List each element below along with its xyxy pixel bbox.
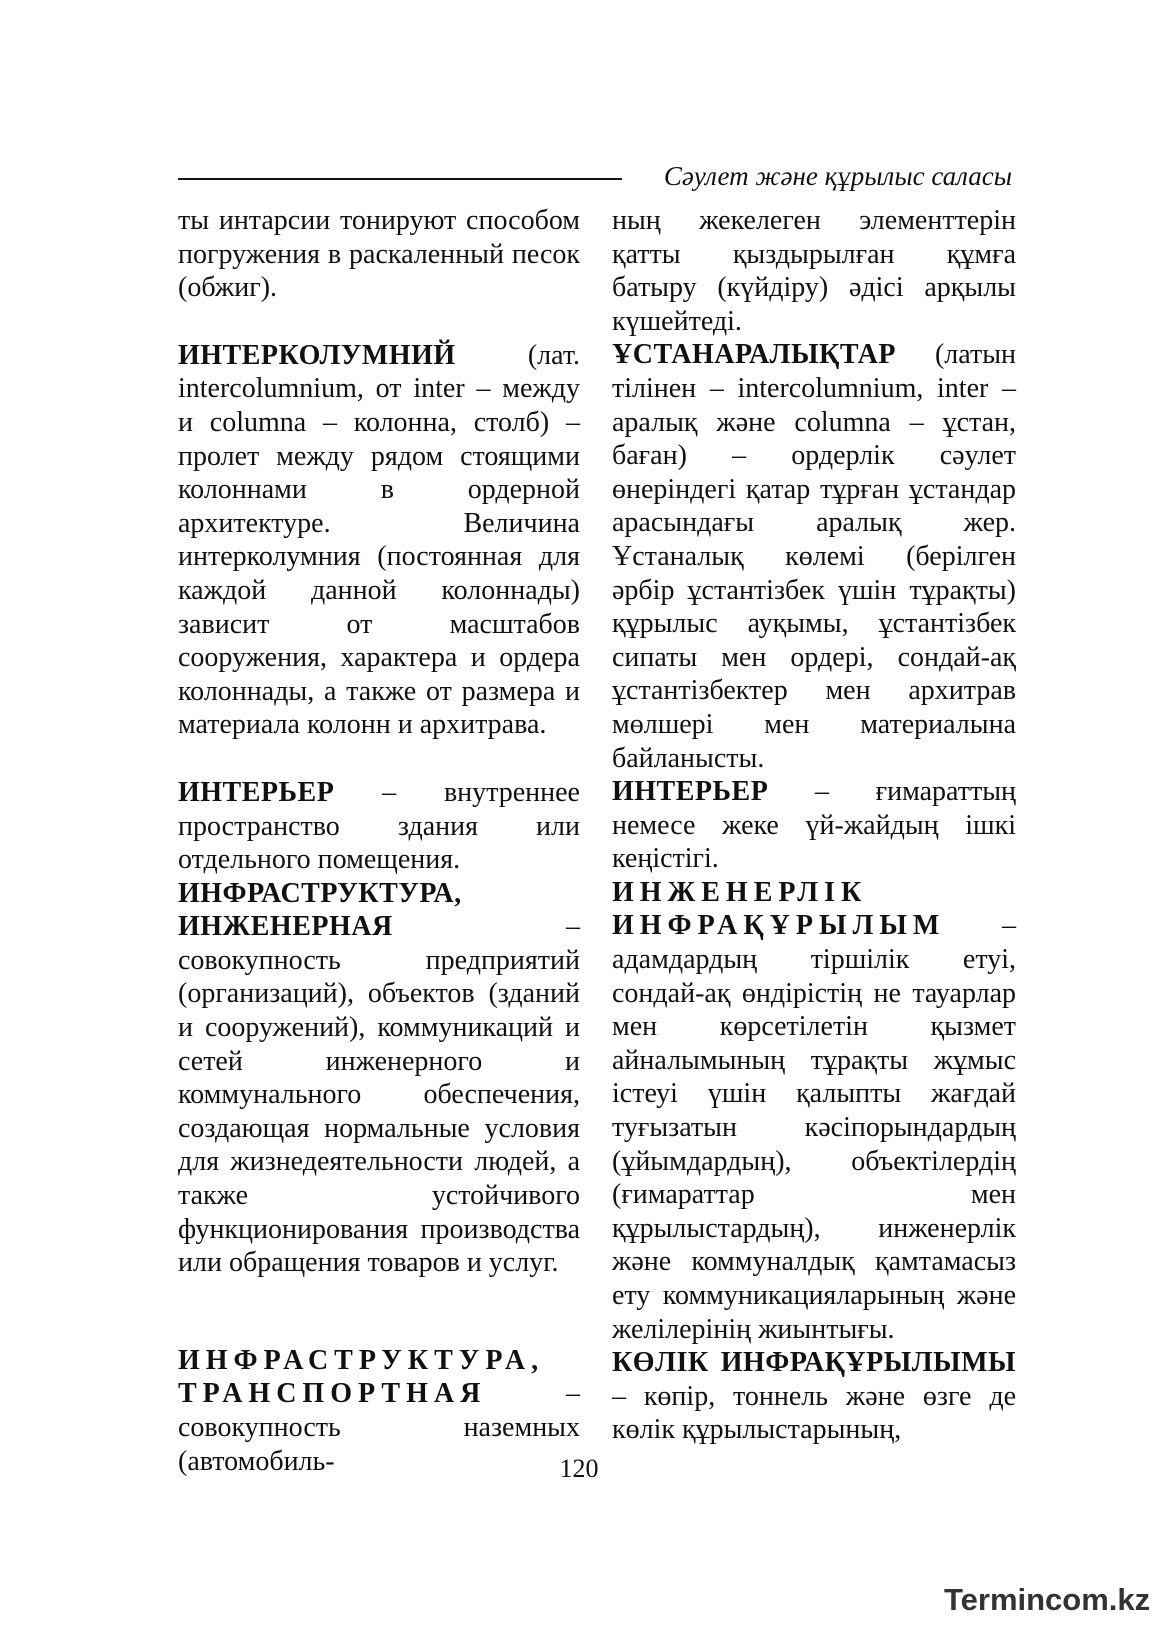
right-column-kazakh (612, 204, 1016, 1447)
entry-term: ИНТЕРКОЛУМНИЙ (178, 339, 456, 371)
entry-transport-infrastructure (612, 1346, 1016, 1447)
entry-text: – адамдардың тіршілік етуі, сондай-ақ өндірістің не тауарлар мен көрсетілетін қызмет айналымының тұрақты жұмыс істеуі үшін қалыпты жағдай туғызатын кәсіпорындардың (ұйымдардың), объектілердің (ғимараттар мен құрылыстардың), инженерлік және коммуналдық қамтамасыз ету коммуникацияларының және желілерінің жиынтығы. (612, 910, 1016, 1345)
entry-engineering-infrastructure (612, 876, 1016, 1346)
entry-interior (612, 775, 1016, 876)
entry-term: ҰСТАНАРАЛЫҚТАР (612, 339, 896, 371)
running-header-title: Сәулет және құрылыс саласы (663, 161, 1012, 191)
entry-term: КӨЛІК ИНФРАҚҰРЫЛЫМЫ (612, 1347, 1016, 1379)
entry-intercolumnium (178, 339, 580, 742)
entry-text: – совокупность предприятий (организаций), объектов (зданий и сооружений), коммуникаций и сетей инженерного и коммунального обеспечения, создающая нормальные условия для жизнедеятельности людей, а также устойчивого функционирования производства или обращения товаров и услуг. (178, 911, 580, 1279)
entry-interior (178, 776, 580, 877)
entry-text: – внутреннее пространство здания или отдельного помещения. (178, 776, 580, 876)
watermark-logo (944, 1582, 1150, 1618)
entry-term: ИНЖЕНЕРЛІК ИНФРАҚҰРЫЛЫМ (612, 876, 946, 942)
entry-ustanaralyktar (612, 338, 1016, 775)
paragraph-gap (178, 305, 580, 339)
entry-text: – совокупность наземных (автомобиль- (178, 1378, 580, 1477)
entry-term: ИНТЕРЬЕР (178, 776, 335, 808)
entry-engineering-infrastructure (178, 877, 580, 1280)
watermark-text: Termincom.kz (944, 1582, 1151, 1617)
page-number: 120 (559, 1454, 599, 1483)
entry-text: (латын тілінен – intercolumnium, inter – аралық және columna – ұстан, баған) – ордерлік сәулет өнеріндегі қатар тұрған ұстандар арасындағы аралық жер. Ұстаналық көлемі (берілген әрбір ұстантізбек үшін тұрақты) құрылыс ауқымы, ұстантізбек сипаты мен ордері, сондай-ақ ұстантізбектер мен архитрав мөлшері мен материалына байланысты. (612, 339, 1016, 774)
paragraph-gap (178, 742, 580, 776)
entry-text: – көпір, тоннель және өзге де көлік құрылыстарының, (612, 1380, 1016, 1446)
entry-continuation (612, 204, 1016, 338)
entry-text: ның жекелеген элементтерін қатты қыздырылған құмға батыру (күйдіру) әдісі арқылы күшейтеді. (612, 205, 1016, 337)
entry-text: – ғимараттың немесе жеке үй-жайдың ішкі кеңістігі. (612, 776, 1016, 875)
entry-term: ИНФРАСТРУКТУРА, ТРАНСПОРТНАЯ (178, 1344, 545, 1410)
entry-term: ИНФРАСТРУКТУРА, ИНЖЕНЕРНАЯ (178, 877, 462, 943)
paragraph-gap (178, 1280, 580, 1344)
entry-term: ИНТЕРЬЕР (612, 776, 769, 808)
entry-continuation (178, 204, 580, 305)
header-rule (178, 178, 622, 180)
entry-text: (лат. intercolumnium, от inter – между и columna – колонна, столб) – пролет между рядом стоящими колоннами в ордерной архитектуре. Величина интерколумния (постоянная для каждой данной колоннады) зависит от масштабов сооружения, характера и ордера колоннады, а также от размера и материала колонн и архитрава. (178, 339, 580, 741)
left-column-russian (178, 204, 580, 1478)
entry-text: ты интарсии тонируют способом погружения в раскаленный песок (обжиг). (178, 205, 580, 304)
